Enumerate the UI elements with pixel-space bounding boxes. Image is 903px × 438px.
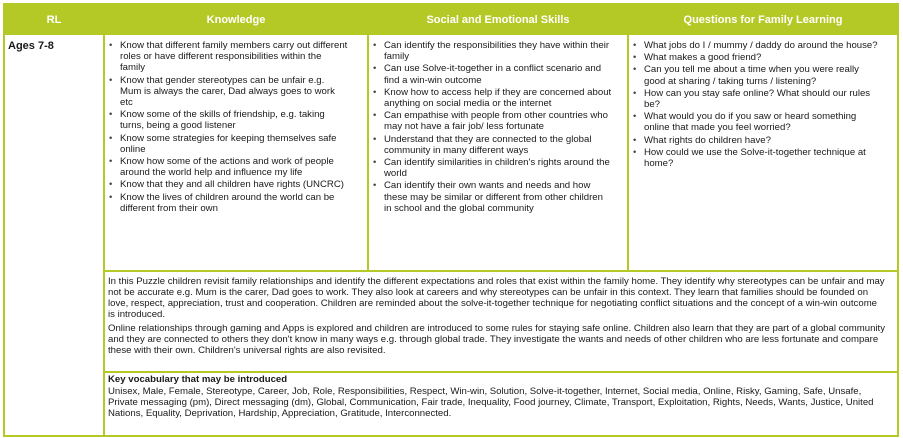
list-item: • What makes a good friend? [632,52,882,63]
puzzle-summary [108,276,886,359]
list-item: • What would you do if you saw or heard something online that made you feel worried? [632,111,882,133]
header-family-questions: Questions for Family Learning [629,5,897,35]
divider [103,270,897,272]
list-item: • Can use Solve-it-together in a conflict scenario and find a win-win outcome [372,63,612,85]
header-rl: RL [5,5,103,35]
list-item: • Understand that they are connected to the global community in many different ways [372,134,612,156]
list-item: • Know some strategies for keeping themselves safe online [108,133,348,155]
vocabulary-heading: Key vocabulary that may be introduced [108,374,288,385]
list-item: • Know that they and all children have rights (UNCRC) [108,179,348,190]
list-item: • How could we use the Solve-it-together technique at home? [632,147,882,169]
list-item: • Can identify similarities in children's rights around the world [372,157,612,179]
list-item: • How can you stay safe online? What should our rules be? [632,88,882,110]
list-item: • Know some of the skills of friendship, e.g. taking turns, being a good listener [108,109,348,131]
list-item: • Can empathise with people from other countries who may not have a fair job/ less fortunate [372,110,612,132]
divider [627,5,629,270]
list-item: • Can you tell me about a time when you were really good at sharing / taking turns / listening? [632,64,882,86]
list-item: • What jobs do I / mummy / daddy do around the house? [632,40,882,51]
list-item: • What rights do children have? [632,135,882,146]
list-item: • Know that different family members carry out different roles or have different responsibilities within the family [108,40,348,74]
family-questions-list [632,40,882,170]
header-social-skills: Social and Emotional Skills [369,5,627,35]
list-item: • Can identify the responsibilities they have within their family [372,40,612,62]
list-item: • Know how some of the actions and work of people around the world help and influence my life [108,156,348,178]
divider [5,435,897,437]
list-item: • Can identify their own wants and needs and how these may be similar or different from other children in school and the global community [372,180,612,214]
header-knowledge: Knowledge [105,5,367,35]
divider [367,5,369,270]
list-item: • Know how to access help if they are concerned about anything on social media or the internet [372,87,612,109]
summary-paragraph: Online relationships through gaming and Apps is explored and children are introduced to some rules for staying safe online. Children also learn that they are part of a global community and they are connected to others they don't know in many ways e.g. through global trade. They investigate the wants and needs of other children who are less fortunate and compare these with their own. Children's universal rights are also revisited. [108,323,886,356]
age-range-label: Ages 7-8 [8,40,54,52]
list-item: • Know that gender stereotypes can be unfair e.g. Mum is always the carer, Dad always goes to work etc [108,75,348,109]
divider [103,371,897,373]
list-item: • Know the lives of children around the world can be different from their own [108,192,348,214]
social-skills-list [372,40,612,215]
summary-paragraph: In this Puzzle children revisit family relationships and identify the different expectations and roles that exist within the family home. They identify why stereotypes can be unfair and may not be accurate e.g. Mum is the carer, Dad goes to work. They also look at careers and why stereotypes can be unfair in this context. They learn that families should be founded on love, respect, appreciation, trust and cooperation. Children are reminded about the solve-it-together technique for negotiating conflict situations and the concept of a win-win outcome is introduced. [108,276,885,320]
knowledge-list [108,40,348,215]
key-vocabulary [108,374,886,419]
vocabulary-text: Unisex, Male, Female, Stereotype, Career, Job, Role, Responsibilities, Respect, Win-win, Solution, Solve-it-together, Internet, Social media, Online, Risky, Gaming, Safe, Unsafe, Private messaging (pm), Direct messaging (dm), Global, Communication, Fair trade, Inequality, Food journey, Climate, Transport, Exploitation, Rights, Needs, Wants, Justice, United Nations, Equality, Deprivation, Hardship, Appreciation, Gratitude, Interconnected. [108,386,874,419]
